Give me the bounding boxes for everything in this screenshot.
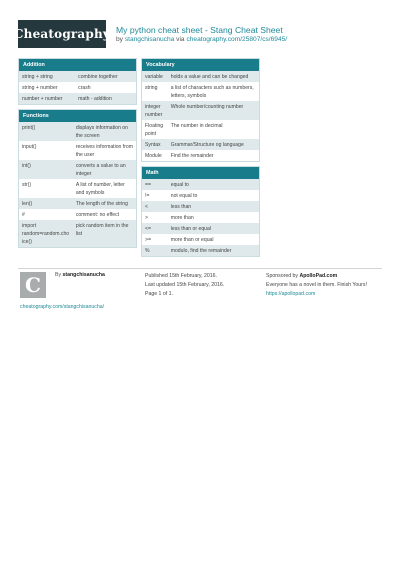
vocabulary-row <box>142 82 259 101</box>
functions-term: print() <box>19 122 73 141</box>
functions-term: # <box>22 211 25 218</box>
functions-term: int() <box>19 160 73 179</box>
sponsor-name[interactable]: ApolloPad.com <box>299 273 338 279</box>
math-term: % <box>142 245 168 256</box>
column-left <box>18 58 137 252</box>
addition-heading: Addition <box>19 59 136 71</box>
functions-definition: A list of number, letter and symbols <box>75 181 125 196</box>
vocabulary-row <box>142 120 259 139</box>
column-middle <box>141 58 260 261</box>
vocabulary-term: Module <box>145 152 162 159</box>
functions-row <box>19 220 136 247</box>
vocabulary-term: Syntax <box>142 139 168 150</box>
math-row <box>142 223 259 234</box>
functions-definition: displays information on the screen <box>73 122 136 141</box>
footer-author <box>55 272 105 278</box>
math-definition: more than <box>170 214 194 221</box>
math-term: != <box>145 192 150 199</box>
functions-definition: pick random item in the list <box>73 220 136 247</box>
functions-row <box>19 209 136 220</box>
addition-row <box>19 82 136 93</box>
footer-divider <box>18 268 382 269</box>
math-table <box>142 179 259 256</box>
addition-definition: combine together <box>75 71 136 82</box>
vocabulary-definition: Find the remainder <box>170 152 214 159</box>
vocabulary-definition: The number in decimal <box>170 122 223 129</box>
published-date: Published 15th February, 2016. <box>145 273 217 279</box>
functions-table <box>19 122 136 247</box>
vocabulary-term: integer number <box>142 101 168 120</box>
functions-term: len() <box>19 198 73 209</box>
functions-row <box>19 122 136 141</box>
publish-info <box>145 272 224 300</box>
math-row <box>142 201 259 212</box>
vocabulary-table <box>142 71 259 161</box>
footer-author-name[interactable]: stangchisanucha <box>62 272 105 278</box>
footer-author-url[interactable]: cheatography.com/stangchisanucha/ <box>20 304 105 310</box>
functions-row <box>19 179 136 198</box>
vocabulary-heading: Vocabulary <box>142 59 259 71</box>
math-definition: more than or equal <box>170 236 214 243</box>
sponsor-block <box>266 272 367 300</box>
sponsored-by-label: Sponsored by <box>266 273 299 279</box>
by-prefix: by <box>116 36 123 43</box>
author-link[interactable]: stangchisanucha <box>124 36 175 43</box>
math-row <box>142 234 259 245</box>
math-definition: less than <box>168 201 259 212</box>
page-title: My python cheat sheet - Stang Cheat Sheet <box>116 25 283 35</box>
functions-definition: The length of the string <box>73 198 136 209</box>
vocabulary-definition: Whole number/counting number <box>168 101 259 120</box>
math-term: == <box>142 179 168 190</box>
sponsor-tagline: Everyone has a novel in them. Finish Yours! <box>266 282 367 289</box>
math-definition: less than or equal <box>168 223 259 234</box>
functions-definition: converts a value to an integer <box>73 160 136 179</box>
math-definition: modulo, find the remainder <box>168 245 259 256</box>
math-definition: equal to <box>168 179 259 190</box>
functions-term: str() <box>22 181 32 188</box>
vocabulary-term: string <box>145 84 158 91</box>
addition-table <box>19 71 136 104</box>
updated-date: Last updated 15th February, 2016. <box>145 282 225 289</box>
functions-heading: Functions <box>19 110 136 122</box>
addition-term: string + number <box>22 84 58 91</box>
math-row <box>142 212 259 223</box>
math-term: > <box>145 214 148 221</box>
math-row <box>142 190 259 201</box>
vocabulary-definition: holds a value and can be changed <box>168 71 259 82</box>
functions-term: input() <box>22 143 37 150</box>
vocabulary-row <box>142 71 259 82</box>
functions-definition: receives information from the user <box>75 143 133 158</box>
sheet-url-link[interactable]: cheatography.com/25807/cs/6945/ <box>186 36 288 43</box>
footer-by-label: By <box>55 272 62 278</box>
page-count: Page 1 of 1. <box>145 291 173 298</box>
addition-term: string + string <box>19 71 75 82</box>
sponsor-line <box>266 272 367 281</box>
addition-definition: math - addition <box>75 93 136 104</box>
addition-row <box>19 93 136 104</box>
vocabulary-term: Floating point <box>145 122 164 137</box>
functions-term: import random=random.choice() <box>19 220 73 247</box>
math-row <box>142 245 259 256</box>
cheatography-logo[interactable]: Cheatography <box>18 20 106 48</box>
addition-panel <box>18 58 137 105</box>
vocabulary-panel <box>141 58 260 162</box>
math-row <box>142 179 259 190</box>
functions-row <box>19 141 136 160</box>
vocabulary-row <box>142 139 259 150</box>
vocabulary-term: variable <box>142 71 168 82</box>
vocabulary-definition: Grammar/Structure og language <box>168 139 259 150</box>
byline <box>116 36 287 43</box>
math-term: >= <box>145 236 151 243</box>
math-heading: Math <box>142 167 259 179</box>
addition-row <box>19 71 136 82</box>
vocabulary-row <box>142 150 259 161</box>
functions-panel <box>18 109 137 248</box>
functions-definition: comment: no effect <box>75 211 120 218</box>
math-panel <box>141 166 260 257</box>
math-term: < <box>142 201 168 212</box>
addition-definition: crash <box>78 84 91 91</box>
addition-term: number + number <box>19 93 75 104</box>
vocabulary-definition: a list of characters such as numbers, letters, symbols <box>170 84 254 99</box>
vocabulary-row <box>142 101 259 120</box>
math-term: <= <box>142 223 168 234</box>
math-definition: not equal to <box>170 192 198 199</box>
functions-row <box>19 160 136 179</box>
sponsor-url[interactable]: https://apollopad.com <box>266 291 316 298</box>
via-label: via <box>176 36 185 43</box>
functions-row <box>19 198 136 209</box>
author-avatar[interactable]: C <box>20 272 46 298</box>
